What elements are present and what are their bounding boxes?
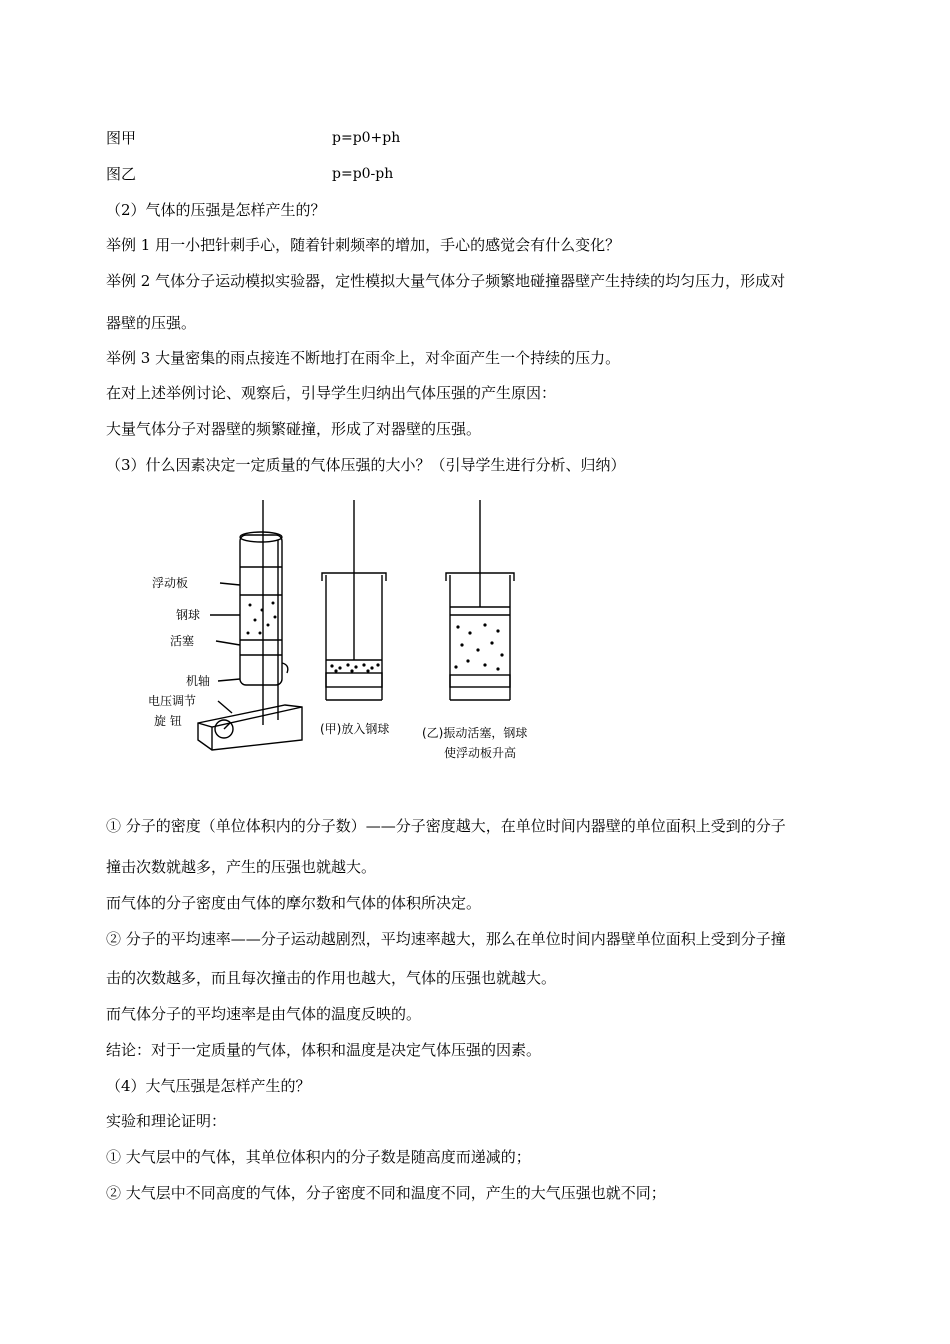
- formula-label-jia: 图甲: [106, 129, 137, 147]
- example-3: 举例 3 大量密集的雨点接连不断地打在雨伞上，对伞面产生一个持续的压力。: [106, 349, 621, 367]
- cause-text: 大量气体分子对器壁的频繁碰撞，形成了对器壁的压强。: [106, 420, 482, 438]
- label-steel-ball: 钢球: [176, 608, 201, 622]
- experiment-figure: [140, 495, 560, 770]
- point-2-line-3: 而气体分子的平均速率是由气体的温度反映的。: [106, 1005, 422, 1023]
- point-1-line-1: ① 分子的密度（单位体积内的分子数）——分子密度越大，在单位时间内器壁的单位面积上受到的分子: [106, 817, 786, 835]
- steel-balls-left: [247, 602, 277, 635]
- point-1-line-3: 而气体的分子密度由气体的摩尔数和气体的体积所决定。: [106, 894, 482, 912]
- label-voltage-knob-2: 旋 钮: [154, 714, 182, 728]
- steel-balls-jia: [330, 663, 379, 672]
- caption-yi-2: 使浮动板升高: [444, 746, 517, 760]
- base-box: [198, 705, 302, 750]
- point-2-line-2: 击的次数越多，而且每次撞击的作用也越大，气体的压强也就越大。: [106, 969, 557, 987]
- label-float-plate: 浮动板: [152, 576, 189, 590]
- proof-intro: 实验和理论证明：: [106, 1112, 227, 1130]
- formula-yi: p=p0-ph: [332, 166, 394, 182]
- point-1-line-2: 撞击次数就越多，产生的压强也就越大。: [106, 858, 377, 876]
- question-4: （4）大气压强是怎样产生的？: [106, 1077, 311, 1095]
- guide-text: 在对上述举例讨论、观察后，引导学生归纳出气体压强的产生原因：: [106, 384, 557, 402]
- atmos-point-1: ① 大气层中的气体，其单位体积内的分子数是随高度而递减的；: [106, 1148, 531, 1166]
- caption-jia: (甲)放入钢球: [320, 722, 390, 736]
- formula-label-yi: 图乙: [106, 165, 137, 183]
- apparatus-jia: [322, 500, 386, 700]
- example-2-line-1: 举例 2 气体分子运动模拟实验器，定性模拟大量气体分子频繁地碰撞器壁产生持续的均匀压力，形成对: [106, 272, 786, 290]
- question-2: （2）气体的压强是怎样产生的？: [106, 201, 326, 219]
- atmos-point-2: ② 大气层中不同高度的气体，分子密度不同和温度不同，产生的大气压强也就不同；: [106, 1184, 666, 1202]
- example-2-line-2: 器壁的压强。: [106, 314, 197, 332]
- conclusion: 结论：对于一定质量的气体，体积和温度是决定气体压强的因素。: [106, 1041, 542, 1059]
- apparatus-yi: [446, 500, 514, 700]
- label-shaft: 机轴: [186, 674, 211, 688]
- example-1: 举例 1 用一小把针刺手心，随着针刺频率的增加，手心的感觉会有什么变化？: [106, 236, 621, 254]
- steel-balls-yi: [454, 623, 503, 670]
- label-voltage-knob-1: 电压调节: [148, 694, 197, 708]
- label-piston: 活塞: [170, 634, 195, 648]
- formula-jia: p=p0+ph: [332, 130, 401, 146]
- question-3: （3）什么因素决定一定质量的气体压强的大小？（引导学生进行分析、归纳）: [106, 456, 626, 474]
- caption-yi-1: (乙)振动活塞，钢球: [422, 726, 528, 740]
- point-2-line-1: ② 分子的平均速率——分子运动越剧烈，平均速率越大，那么在单位时间内器壁单位面积上受到分子撞: [106, 930, 786, 948]
